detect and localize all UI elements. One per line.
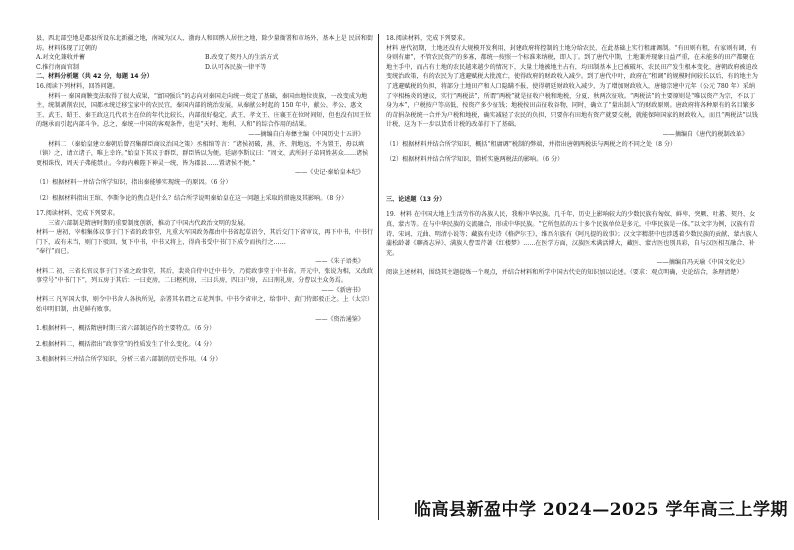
q16-heading: 16.阅读下列材料，回答问题。 [36, 82, 119, 90]
q16-material-2: 材料二 （秦始皇建立秦朝后曾召集群臣商议治国之策）丞相绾等言：“诸侯初破，燕、齐、荆地远，不为置王，毋以填（镇）之，请立诸子，唯上幸许。”始皇下其议于群臣，群臣皆以为便。廷尉李斯议曰：“周文、武所封子弟同姓甚众……诸侯更相诛伐，周天子弗能禁止。今海内赖陛下神灵一统，皆为郡县……置诸侯不便。” [36, 140, 369, 167]
option-d: D.认可各民族一律平等 [205, 63, 267, 71]
option-b: B.改变了契丹人的生活方式 [205, 54, 279, 62]
q19-material-source: ——摘编自冯天瑜《中国文化史》 [656, 259, 748, 267]
section-2-heading: 二、材料分析题（共 42 分，每题 14 分） [36, 73, 153, 81]
q17-material-2-source: ——《新唐书》 [321, 286, 364, 294]
q17-material-3: 材料三 凡军国大事，则令中书舍人各执所见，杂署其名谓之五花判事。中书令省审之，给事中、黄门侍郎驳正之。上（太宗）始申明旧制，由是鲜有败事。 [36, 296, 374, 314]
q17-material-1-note: “奉行”而已。 [36, 248, 73, 256]
q17-material-1-source: ——《朱子语类》 [315, 258, 364, 266]
exam-title: 临高县新盈中学 2024—2025 学年高三上学期 [414, 500, 788, 520]
q17-intro: 三省六部制是隋唐时期的重要制度创新，推动了中国古代政治文明的发展。 [48, 219, 250, 227]
q17-material-3-source: ——《资治通鉴》 [315, 315, 364, 323]
q16-question-1: （1）根据材料一并结合所学知识，指出秦能够实现统一的原因。（6 分） [36, 178, 232, 186]
q16-question-2: （2）根据材料指出王绾、李斯争论的焦点是什么？结合所学说明秦始皇在这一问题上采取的措施及其影响。（8 分） [36, 194, 348, 202]
q18-heading: 18.阅读材料，完成下列要求。 [386, 35, 469, 42]
q17-material-2: 材料二 初，三省长官议事于门下省之政事堂，其后，裴炎自侍中迁中书令，乃徙政事堂于中书省。开元中，张说为相，又改政事堂号“中书门下”，列五房于其后：一曰吏房，二曰枢机房，三曰兵房，四曰户房，五曰刑礼房，分曹以主众务焉。 [36, 267, 374, 285]
q18-question-1: （1）根据材料并结合所学知识，概括“租庸调”税制的弊端，并指出唐朝两税法与两税之的不同之处（8 分） [386, 140, 677, 148]
q18-question-2: （2）根据材料并结合所学知识，简析实施两税法的影响。（6 分） [386, 156, 564, 164]
options-row-2 [36, 63, 374, 73]
q17-question-2: 2.根据材料二，概括指出“政事堂”的性质发生了什么变化。（4 分） [36, 340, 216, 348]
q16-material-1: 材料一 秦国商鞅变法取得了很大成果，“富国强兵”的志向对秦国走向统一奠定了基础，秦国由地位贵族，一改变成为地主，统制剥削农民，国都永统迁移宝家中的农民宜，秦国内部的统治发展，从秦献公时起的 150 年中，献公、孝公、惠文王、武王、昭王、秦王政这几代君主在位的年代比较长，内部很好稳定，武王、孝文王、庄襄王在位时间短，但也没有因王位的继承而引起内部斗争。总之，秦统一中国的客观条件，也是“天时、地利、人和”的综合作用的结果。 [36, 92, 372, 129]
q18-material: 材料 唐代初期，土地还没有大规模开发利用，封建政府将控制的土地分给农民，在此基础上实行租庸调制。“有田则有租，有家则有调，有身则有庸”，不管农民资产的多寡，都统一按照一个标准来纳税，即人丁。到了唐代中期，土地兼并现象日益严重，在未能多的田产都聚在地主手中，而占有土地的农民越来越少的情况下，大量土地被地主占有，均田制基本上已被破坏，农民田产发生根本变化，唐朝政府被迫改变统治政策，有的农民为了逃避赋税大批流亡，使得政府的财政收入减少。到了唐代中叶，政府在“租调”的规模时间较长以后，有的地主为了逃避赋税的负担，将部分土地田产和人口隐瞒不报，使得朝廷财政收入减少，为了增加财政收入，唐德宗建中元年（公元 780 年）采纳了宰相杨炎的建议，实行“两税法”，所谓“两税”就是征收户税和地税，分夏、秋两次征收。“两税法”的主要原则是“唯以资产为宗，不以丁身为本”，户税按户等高低，按资产多少征钱；地税按田亩征收谷物，同时，确立了“量出制入”的财政原则。唐政府将各种原有的名目繁多的苛捐杂税统一合并为户税和地税，确实减轻了农民的负担，只要你有田地有资产就要交税，就能保障国家的财政收入，而且“两税法”以钱计税，这为下一步以货币计税的改革打下了基础。 [386, 44, 758, 129]
q18-material-source: ——摘编自《唐代的税制改革》 [662, 130, 748, 138]
q17-question-1: 1.根据材料一，概括隋唐时期三省六部制运作的主要特点。（6 分） [36, 325, 216, 333]
q15-stem: 县，西北部空地是郡县所设东北新疆之地，南城为汉人、渤海人和回鹘人居住之地，除少量衙署和市场外，基本上是 民居和街坊。材料体现了辽朝的 [36, 35, 374, 52]
q16-material-1-source: ——摘编自白寿彝主编《中国历史十五讲》 [248, 130, 364, 138]
right-column [386, 34, 758, 277]
left-column [36, 34, 374, 365]
q19-task: 阅读上述材料，围绕其主题提炼一个观点，并结合材料和所学中国古代史的知识加以论述。（要求：观点明确，史论结合，条理清楚） [386, 268, 743, 276]
column-divider [378, 34, 379, 520]
q16-material-2-source: ——《史记·秦始皇本纪》 [295, 169, 364, 177]
section-3-heading: 三、论述题（13 分） [386, 195, 446, 203]
options-row-1 [36, 53, 374, 63]
q17-material-1: 材料一 唐初，宰相集体议事于门下省的政事堂，凡重大军国政务都由中书省起草诏令，其后交门下省审议，再下中书，中书行门下，或有未当，则门下驳回，复下中书，中书又将上，得尚书受中书门下成令而执行之…… [36, 229, 374, 246]
q17-question-3: 3.根据材料三并结合所学知识，分析三省六部制的历史作用。（4 分） [36, 356, 222, 364]
option-a: A.对文化兼收并蓄 [36, 54, 85, 62]
q17-heading: 17.阅读材料，完成下列要求。 [36, 210, 119, 218]
q19-material: 19．材料 在中国大地上生活劳作的各族人民，我称中华民族。几千年，历史上影响较大的少数民族有匈奴、鲜卑、突厥、吐蕃、契丹、女真、蒙古等。在与中华民族的交流融合，形成中华民族。“它所包括的五十多个民族单位是多元，中华民族是一体。”以文字为例，汉族有青诗、宋词、元曲、明清小说等；藏族有史诗《格萨尔王》、维吾尔族有《阿凡提的故事》；汉文字精湛中也涉透着少数民族的贡献，蒙古族人蒲松龄著《聊斋志异》、满族人曹雪芹著《红楼梦》……在医学方面，汉族医术满活博大，藏医、蒙古医也别具彩，自与汉医相互融合、补充。 [386, 211, 758, 257]
option-c: C.推行南面官制 [36, 63, 79, 71]
